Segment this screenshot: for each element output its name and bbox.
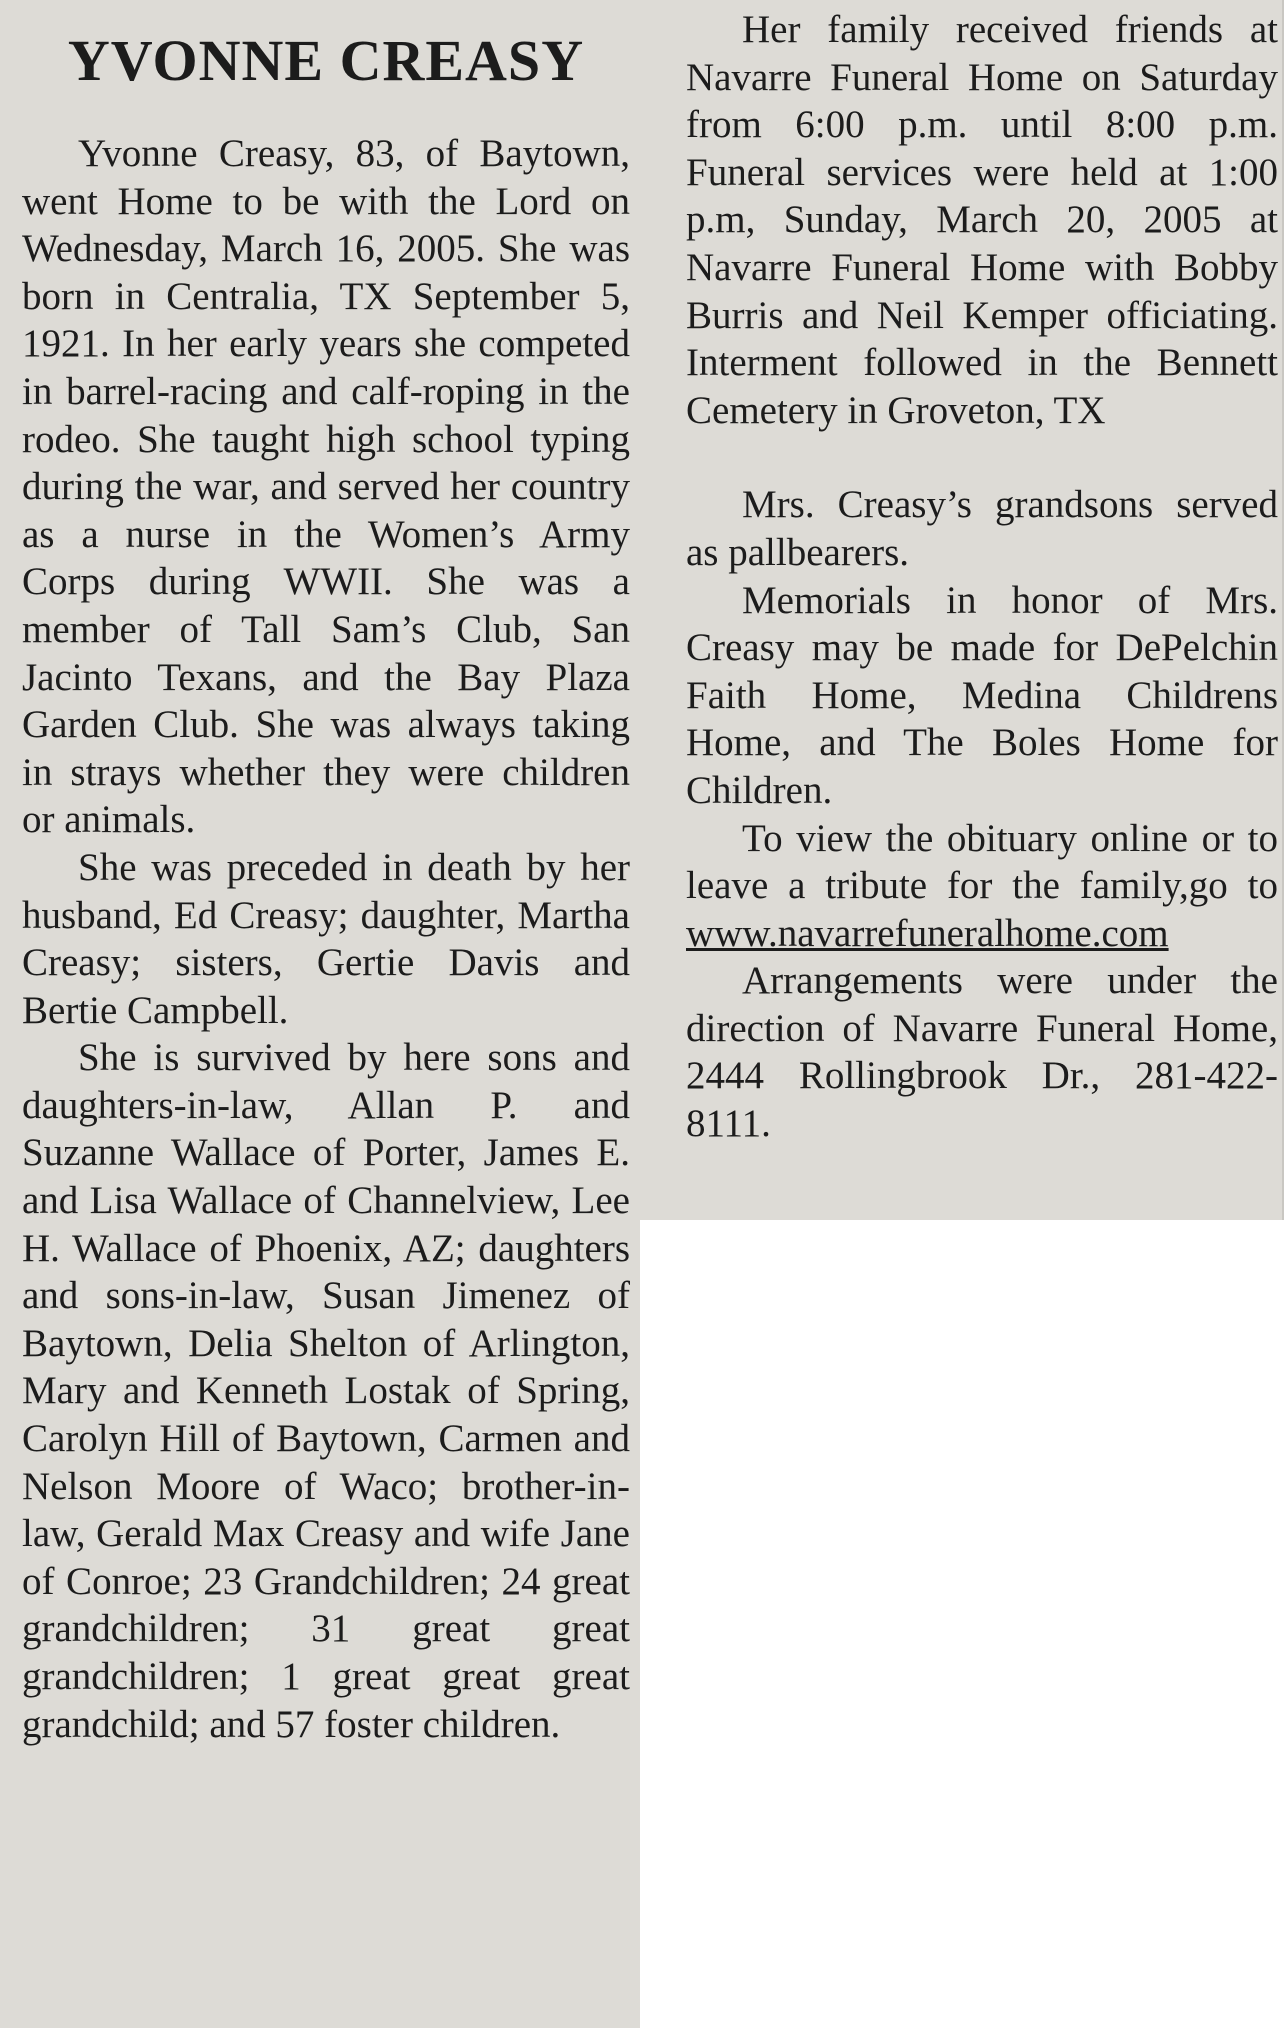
funeral-home-url: www.navarrefuneralhome.com (686, 911, 1169, 955)
preceded-paragraph: She was preceded in death by her husband, Ed Creasy; daughter, Martha Creasy; sisters, Gertie Davis and Bertie Campbell. (22, 845, 630, 1032)
services-paragraph: Her family received friends at Navarre Funeral Home on Saturday from 6:00 p.m. until 8:00 p.m. Funeral services were held at 1:00 p.m, Sunday, March 20, 2005 at Navarre Funeral Home with Bobby Burris and Neil Kemper officiating. Interment followed in the Bennett Cemetery in Groveton, TX (686, 8, 1278, 432)
online-prefix: To view the obituary online or to leave a tribute for the family,go to (686, 816, 1278, 908)
arrangements-paragraph: Arrangements were under the direction of Navarre Funeral Home, 2444 Rollingbrook Dr., 281-422-8111. (686, 959, 1278, 1146)
obituary-headline: YVONNE CREASY (67, 28, 585, 93)
left-column (22, 130, 630, 1748)
pallbearers-paragraph: Mrs. Creasy’s grandsons served as pallbearers. (686, 483, 1278, 574)
right-column (686, 6, 1278, 1148)
biography-paragraph: Yvonne Creasy, 83, of Baytown, went Home to be with the Lord on Wednesday, March 16, 2005. She was born in Centralia, TX September 5, 1921. In her early years she competed in barrel-racing and calf-roping in the rodeo. She taught high school typing during the war, and served her country as a nurse in the Women’s Army Corps during WWII. She was a member of Tall Sam’s Club, San Jacinto Texans, and the Bay Plaza Garden Club. She was always taking in strays whether they were children or animals. (22, 132, 630, 842)
memorials-paragraph: Memorials in honor of Mrs. Creasy may be made for DePelchin Faith Home, Medina Childrens Home, and The Boles Home for Children. (686, 578, 1278, 812)
survivors-paragraph: She is survived by here sons and daughters-in-law, Allan P. and Suzanne Wallace of Porter, James E. and Lisa Wallace of Channelview, Lee H. Wallace of Phoenix, AZ; daughters and sons-in-law, Susan Jimenez of Baytown, Delia Shelton of Arlington, Mary and Kenneth Lostak of Spring, Carolyn Hill of Baytown, Carmen and Nelson Moore of Waco; brother-in-law, Gerald Max Creasy and wife Jane of Conroe; 23 Grandchildren; 24 great grandchildren; 31 great great grandchildren; 1 great great great grandchild; and 57 foster children. (22, 1036, 630, 1746)
paragraph-gap (686, 434, 1278, 481)
online-paragraph (686, 815, 1278, 958)
